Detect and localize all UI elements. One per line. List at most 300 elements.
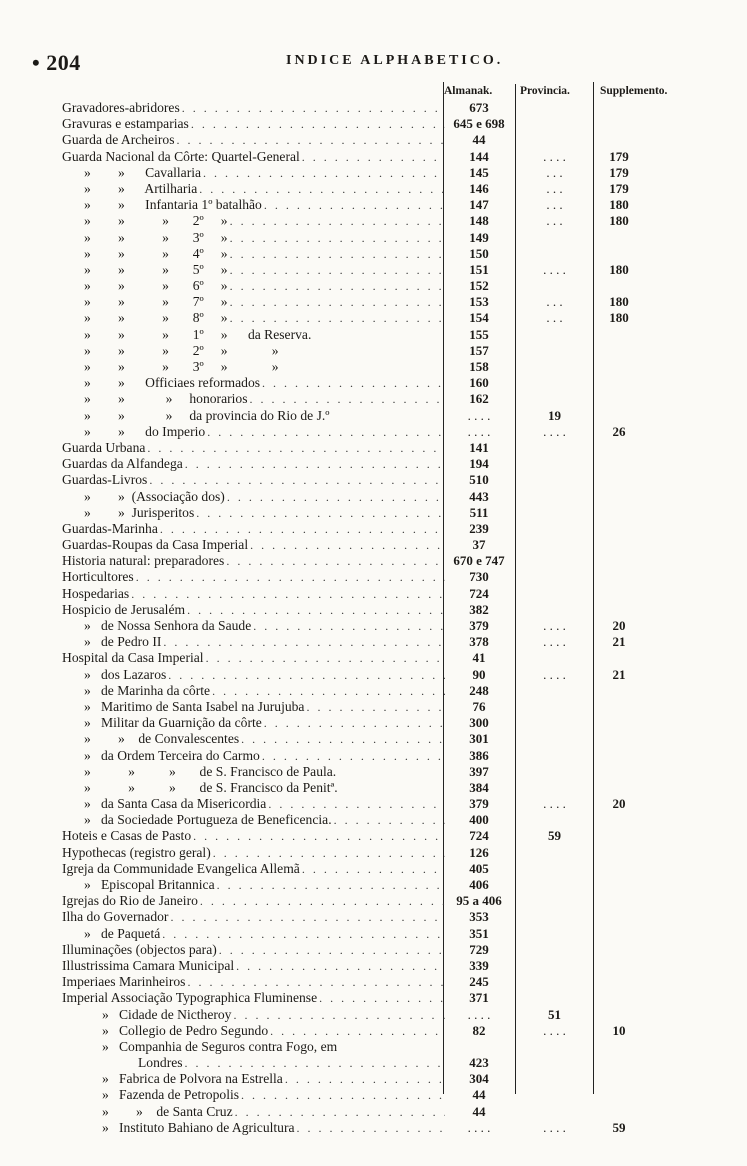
almanak-page: 724: [469, 585, 489, 601]
index-entry: [62, 1023, 445, 1039]
index-row: [62, 764, 702, 780]
index-entry: [62, 796, 445, 812]
almanak-page: 443: [469, 488, 489, 504]
index-entry: [62, 327, 445, 343]
dot-leader: [250, 391, 446, 407]
index-entry: [62, 310, 445, 326]
index-row: [62, 699, 702, 715]
entry-text: Igreja da Communidade Evangelica Allemã: [62, 860, 300, 876]
almanak-page: 382: [469, 601, 489, 617]
dot-leader: [241, 1087, 445, 1103]
index-entry: [62, 828, 445, 844]
entry-text: Guardas-Marinha: [62, 520, 158, 536]
supplemento-page: 180: [609, 261, 629, 277]
entry-text: » dos Lazaros: [84, 666, 167, 682]
index-row: [62, 375, 702, 391]
index-entry: [62, 683, 445, 699]
almanak-page: 95 a 406: [456, 893, 502, 909]
index-entry: [62, 1120, 445, 1136]
index-row: [62, 100, 702, 116]
almanak-page: 378: [469, 634, 489, 650]
entry-text: Imperiaes Marinheiros: [62, 974, 186, 990]
entry-text: » » » 4º »: [84, 245, 228, 261]
entry-text: » de Marinha da côrte: [84, 682, 211, 698]
index-entry: [62, 132, 445, 148]
index-entry: [62, 440, 445, 456]
entry-text: » Maritimo de Santa Isabel na Jurujuba: [84, 698, 305, 714]
almanak-page: 158: [469, 359, 489, 374]
index-row: [62, 310, 702, 326]
dot-leader: [264, 197, 445, 213]
index-row: [62, 521, 702, 537]
almanak-page: 351: [469, 925, 489, 941]
provincia-page: . . .: [546, 180, 563, 196]
supplemento-page: 180: [609, 197, 629, 213]
entry-text: » » » de S. Francisco da Penitª.: [84, 779, 338, 795]
dot-leader: [200, 893, 445, 909]
almanak-page: 144: [469, 148, 489, 164]
supplemento-page: 21: [612, 634, 626, 650]
index-row: [62, 748, 702, 764]
almanak-page: 126: [469, 844, 489, 860]
almanak-page: 645 e 698: [453, 116, 505, 132]
index-entry: [62, 278, 445, 294]
almanak-page: . . . .: [467, 1119, 491, 1135]
index-entry: [62, 489, 445, 505]
index-entry: [62, 748, 445, 764]
index-row: [62, 926, 702, 942]
entry-text: Hospital da Casa Imperial: [62, 650, 204, 666]
index-row: [62, 472, 702, 488]
index-entry: [62, 391, 445, 407]
index-row: [62, 246, 702, 262]
index-entry: [62, 343, 445, 359]
page-header: [0, 50, 747, 80]
index-row: [62, 1071, 702, 1087]
column-header-provincia: Provincia.: [520, 85, 570, 97]
index-entry: [62, 1104, 445, 1120]
entry-text: Ilha do Governador: [62, 909, 169, 925]
entry-text: » de Paquetá: [84, 925, 161, 941]
index-entry: [62, 472, 445, 488]
index-row: [62, 1104, 702, 1120]
dot-leader: [163, 634, 445, 650]
index-row: [62, 1055, 702, 1071]
almanak-page: 339: [469, 957, 489, 973]
provincia-page: . . . .: [543, 666, 566, 682]
provincia-page: . . . .: [543, 1022, 566, 1038]
dot-leader: [230, 230, 445, 246]
index-entry: [62, 521, 445, 537]
entry-text: » » » honorarios: [84, 391, 248, 407]
index-row: [62, 861, 702, 877]
entry-text: » de Nossa Senhora da Saude: [84, 618, 252, 633]
almanak-page: 44: [472, 1087, 486, 1103]
provincia-page: 51: [548, 1006, 561, 1022]
index-entry: [62, 942, 445, 958]
index-entry: [62, 909, 445, 925]
entry-text: Illustrissima Camara Municipal: [62, 957, 235, 973]
almanak-page: 384: [469, 779, 489, 795]
entry-text: » » (Associação dos): [84, 488, 225, 504]
dot-leader: [185, 1055, 445, 1071]
dot-leader: [262, 748, 445, 764]
dot-leader: [297, 1120, 445, 1136]
entry-text: Imperial Associação Typographica Fluminense: [62, 990, 318, 1006]
dot-leader: [235, 1104, 445, 1120]
index-entry: [62, 116, 445, 132]
provincia-page: . . .: [546, 310, 563, 326]
index-entry: [62, 505, 445, 521]
entry-text: » » Infantaria 1º batalhão: [84, 197, 262, 213]
index-entry: [62, 650, 445, 666]
entry-text: » » Cavallaria: [84, 164, 202, 180]
index-entry: [62, 262, 445, 278]
almanak-page: 379: [469, 618, 489, 633]
index-row: [62, 408, 702, 424]
almanak-page: 151: [469, 261, 489, 277]
provincia-page: . . . .: [543, 634, 566, 650]
almanak-page: 300: [469, 715, 489, 731]
entry-text: Guardas-Roupas da Casa Imperial: [62, 537, 249, 553]
index-row: [62, 715, 702, 731]
index-row: [62, 327, 702, 343]
almanak-page: 41: [472, 650, 486, 666]
index-row: [62, 456, 702, 472]
almanak-page: 301: [469, 731, 489, 747]
dot-leader: [334, 812, 445, 828]
index-entry: [62, 990, 445, 1006]
dot-leader: [131, 586, 445, 602]
almanak-page: 371: [469, 990, 489, 1006]
provincia-page: . . . .: [543, 618, 566, 633]
almanak-page: 162: [469, 391, 489, 407]
index-entry: [62, 699, 445, 715]
index-entry: [62, 213, 445, 229]
dot-leader: [262, 375, 445, 391]
index-row: [62, 197, 702, 213]
entry-text: Guardas da Alfandega: [62, 456, 183, 472]
index-entry: [62, 1039, 445, 1055]
entry-text: Hospedarias: [62, 585, 130, 601]
index-row: [62, 909, 702, 925]
almanak-page: 510: [469, 472, 489, 488]
entry-text: » Cidade de Nictheroy: [102, 1006, 232, 1022]
index-entry: [62, 1055, 445, 1071]
dot-leader: [253, 618, 445, 634]
entry-text: » Fabrica de Polvora na Estrella: [102, 1071, 283, 1087]
index-entry: [62, 926, 445, 942]
almanak-page: 670 e 747: [453, 553, 505, 569]
index-row: [62, 569, 702, 585]
index-entry: [62, 893, 445, 909]
supplemento-page: 10: [612, 1022, 626, 1038]
index-entry: [62, 1087, 445, 1103]
entry-text: Horticultores: [62, 569, 134, 585]
almanak-page: 729: [469, 941, 489, 957]
entry-text: Hoteis e Casas de Pasto: [62, 828, 192, 844]
almanak-page: 353: [469, 909, 489, 925]
almanak-page: 149: [469, 229, 489, 245]
entry-text: » » de Santa Cruz: [102, 1103, 233, 1119]
entry-text: » » do Imperio: [84, 423, 206, 439]
index-row: [62, 828, 702, 844]
dot-leader: [233, 1007, 445, 1023]
index-row: [62, 974, 702, 990]
index-row: [62, 1039, 702, 1055]
almanak-page: 147: [469, 197, 489, 213]
dot-leader: [182, 100, 445, 116]
almanak-page: 405: [469, 860, 489, 876]
almanak-page: 44: [472, 1103, 486, 1119]
dot-leader: [302, 861, 445, 877]
index-entry: [62, 974, 445, 990]
entry-text: » Companhia de Seguros contra Fogo, em: [102, 1038, 338, 1054]
dot-leader: [230, 294, 445, 310]
index-entry: [62, 553, 445, 569]
entry-text: » » » 1º » da Reserva.: [84, 326, 312, 342]
dot-leader: [136, 569, 445, 585]
entry-text: » » » 7º »: [84, 294, 228, 310]
index-entry: [62, 375, 445, 391]
dot-leader: [219, 942, 445, 958]
supplemento-page: 179: [609, 180, 629, 196]
supplemento-page: 179: [609, 164, 629, 180]
dot-leader: [170, 909, 445, 925]
entry-text: Guarda Nacional da Côrte: Quartel-General: [62, 148, 300, 164]
almanak-page: 397: [469, 763, 489, 779]
almanak-page: 157: [469, 342, 489, 358]
entry-text: » de Pedro II: [84, 634, 162, 650]
almanak-page: 37: [472, 537, 486, 553]
index-entry: [62, 586, 445, 602]
provincia-page: . . . .: [543, 148, 566, 164]
almanak-page: 379: [469, 796, 489, 812]
dot-leader: [185, 456, 445, 472]
provincia-page: . . .: [546, 197, 563, 213]
index-entry: [62, 408, 445, 424]
provincia-page: . . .: [546, 294, 563, 310]
dot-leader: [270, 1023, 445, 1039]
supplemento-page: 180: [609, 294, 629, 310]
almanak-page: 82: [472, 1022, 486, 1038]
index-row: [62, 262, 702, 278]
index-row: [62, 149, 702, 165]
entry-text: Gravadores-abridores: [62, 100, 180, 115]
provincia-page: 59: [548, 828, 561, 844]
index-row: [62, 586, 702, 602]
index-entry: [62, 1071, 445, 1087]
dot-leader: [226, 553, 445, 569]
index-entry: [62, 100, 445, 116]
almanak-page: 160: [469, 375, 489, 391]
dot-leader: [230, 310, 445, 326]
index-row: [62, 942, 702, 958]
index-row: [62, 181, 702, 197]
index-row: [62, 213, 702, 229]
index-entry: [62, 780, 445, 796]
index-row: [62, 537, 702, 553]
index-row: [62, 1007, 702, 1023]
index-entry: [62, 569, 445, 585]
almanak-page: 730: [469, 569, 489, 585]
entry-text: Guarda Urbana: [62, 439, 146, 455]
entry-text: » » de Convalescentes: [84, 731, 240, 747]
index-row: [62, 618, 702, 634]
index-row: [62, 440, 702, 456]
entry-text: » » » de S. Francisco de Paula.: [84, 763, 337, 779]
almanak-page: 673: [469, 100, 489, 115]
supplemento-page: 180: [609, 310, 629, 326]
almanak-page: 150: [469, 245, 489, 261]
dot-leader: [207, 424, 445, 440]
index-row: [62, 845, 702, 861]
entry-text: » » » da provincia do Rio de J.º: [84, 407, 330, 423]
index-row: [62, 780, 702, 796]
index-entry: [62, 294, 445, 310]
almanak-page: 153: [469, 294, 489, 310]
almanak-page: 44: [472, 132, 486, 148]
index-row: [62, 650, 702, 666]
index-entry: [62, 165, 445, 181]
index-entry: [62, 602, 445, 618]
column-header-supplemento: Supplemento.: [600, 85, 668, 97]
dot-leader: [191, 116, 445, 132]
almanak-page: 248: [469, 682, 489, 698]
index-entry: [62, 424, 445, 440]
index-entry: [62, 667, 445, 683]
dot-leader: [168, 667, 445, 683]
index-row: [62, 278, 702, 294]
almanak-page: 146: [469, 180, 489, 196]
entry-text: » » » 2º »: [84, 213, 228, 229]
index-entry: [62, 246, 445, 262]
entry-text: » Militar da Guarnição da côrte: [84, 715, 262, 731]
dot-leader: [203, 165, 445, 181]
index-row: [62, 391, 702, 407]
index-row: [62, 667, 702, 683]
entry-text: » » » 2º » »: [84, 342, 279, 358]
index-row: [62, 893, 702, 909]
index-entry: [62, 230, 445, 246]
almanak-page: 148: [469, 213, 489, 229]
index-row: [62, 1023, 702, 1039]
index-row: [62, 230, 702, 246]
index-row: [62, 877, 702, 893]
index-row: [62, 424, 702, 440]
index-row: [62, 958, 702, 974]
entry-text: » » » 8º »: [84, 310, 228, 326]
entry-text: Igrejas do Rio de Janeiro: [62, 893, 198, 909]
entry-text: » » » 3º » »: [84, 359, 279, 374]
index-entry: [62, 537, 445, 553]
dot-leader: [306, 699, 445, 715]
index-entry: [62, 958, 445, 974]
dot-leader: [212, 683, 445, 699]
almanak-page: . . . .: [467, 407, 491, 423]
almanak-page: 194: [469, 456, 489, 472]
index-entry: [62, 181, 445, 197]
dot-leader: [187, 974, 445, 990]
entry-text: Londres: [138, 1055, 183, 1071]
provincia-page: . . .: [546, 164, 563, 180]
almanak-page: 406: [469, 877, 489, 892]
dot-leader: [213, 845, 445, 861]
index-entries: [62, 100, 702, 1136]
almanak-page: . . . .: [467, 1006, 491, 1022]
entry-text: » da Sociedade Portugueza de Beneficencia.: [84, 812, 332, 828]
index-entry: [62, 618, 445, 634]
index-entry: [62, 715, 445, 731]
index-row: [62, 116, 702, 132]
provincia-page: . . . .: [543, 1119, 566, 1135]
entry-text: » Collegio de Pedro Segundo: [102, 1022, 269, 1038]
index-row: [62, 343, 702, 359]
index-row: [62, 731, 702, 747]
dot-leader: [250, 537, 445, 553]
almanak-page: 152: [469, 278, 489, 294]
dot-leader: [149, 472, 445, 488]
entry-text: Guarda de Archeiros: [62, 132, 175, 148]
index-entry: [62, 456, 445, 472]
page-title: INDICE ALPHABETICO.: [286, 53, 504, 68]
entry-text: Hospicio de Jerusalém: [62, 601, 186, 617]
dot-leader: [199, 181, 445, 197]
index-entry: [62, 1007, 445, 1023]
dot-leader: [230, 213, 445, 229]
almanak-page: 76: [472, 698, 486, 714]
provincia-page: 19: [548, 407, 561, 423]
almanak-page: 423: [469, 1055, 489, 1071]
index-row: [62, 683, 702, 699]
entry-text: » Instituto Bahiano de Agricultura: [102, 1119, 295, 1135]
dot-leader: [230, 246, 445, 262]
provincia-page: . . . .: [543, 261, 566, 277]
index-row: [62, 990, 702, 1006]
dot-leader: [230, 262, 445, 278]
index-entry: [62, 877, 445, 893]
entry-text: » » » 6º »: [84, 278, 228, 294]
provincia-page: . . . .: [543, 423, 566, 439]
dot-leader: [196, 505, 445, 521]
supplemento-page: 21: [612, 666, 626, 682]
entry-text: » Fazenda de Petropolis: [102, 1087, 240, 1103]
index-row: [62, 1087, 702, 1103]
dot-leader: [319, 990, 445, 1006]
dot-leader: [147, 440, 445, 456]
index-entry: [62, 197, 445, 213]
dot-leader: [206, 650, 445, 666]
almanak-page: 245: [469, 974, 489, 990]
index-entry: [62, 149, 445, 165]
entry-text: » da Santa Casa da Misericordia: [84, 796, 267, 812]
almanak-page: 386: [469, 747, 489, 763]
entry-text: » da Ordem Terceira do Carmo: [84, 747, 260, 763]
almanak-page: . . . .: [467, 423, 491, 439]
dot-leader: [176, 132, 445, 148]
index-row: [62, 489, 702, 505]
index-entry: [62, 634, 445, 650]
column-header-almanak: Almanak.: [444, 85, 493, 97]
almanak-page: 239: [469, 520, 489, 536]
index-row: [62, 165, 702, 181]
supplemento-page: 20: [612, 618, 626, 633]
entry-text: » » » 3º »: [84, 229, 228, 245]
index-row: [62, 505, 702, 521]
almanak-page: 724: [469, 828, 489, 844]
supplemento-page: 59: [612, 1119, 626, 1135]
page-number: • 204: [32, 50, 81, 75]
